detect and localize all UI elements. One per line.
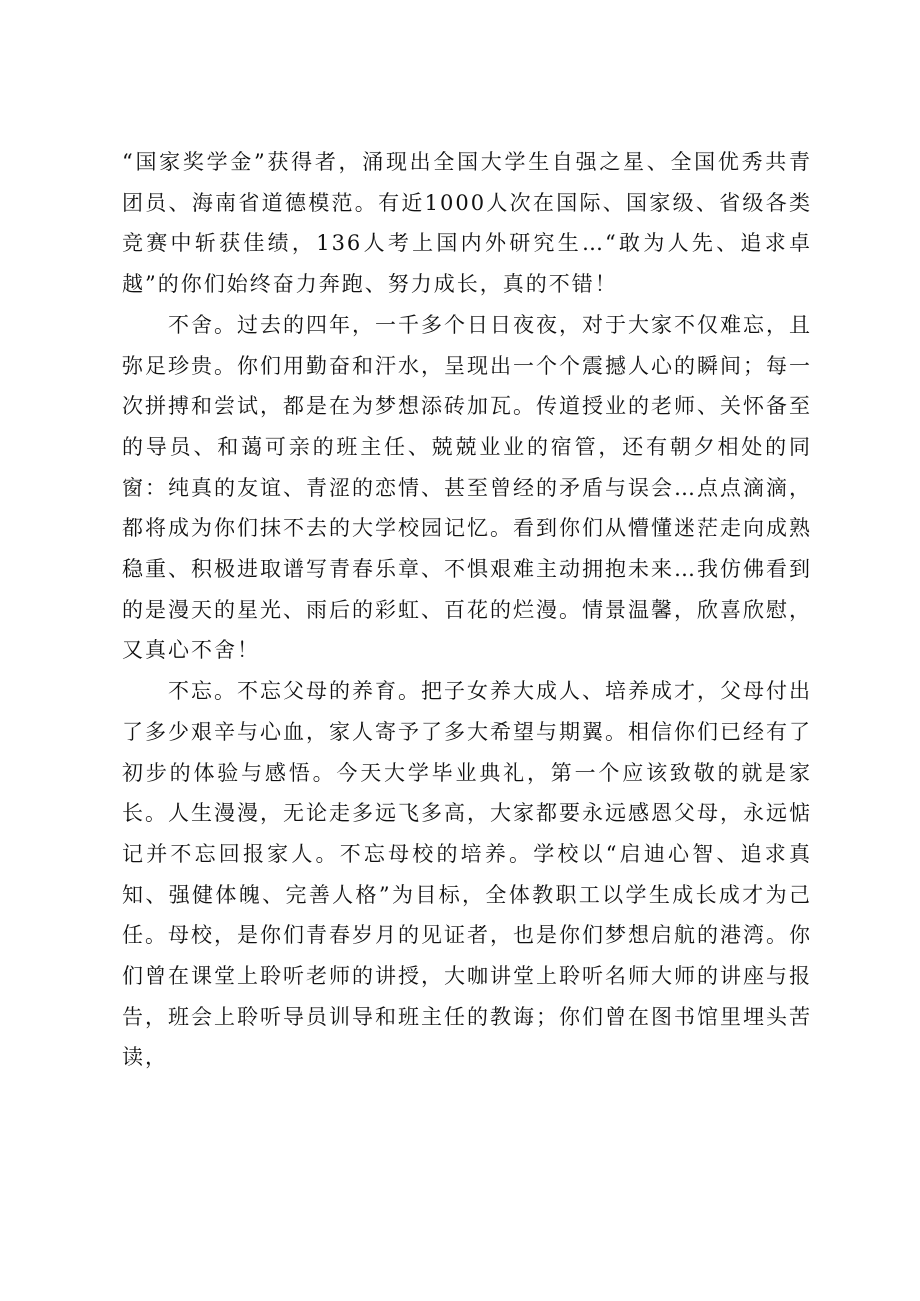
paragraph-2: 不舍。过去的四年，一千多个日日夜夜，对于大家不仅难忘，且弥足珍贵。你们用勤奋和汗水，呈现出一个个震撼人心的瞬间；每一次拼搏和尝试，都是在为梦想添砖加瓦。传道授业的老师、关怀备至的导员、和蔼可亲的班主任、兢兢业业的宿管，还有朝夕相处的同窗：纯真的友谊、青涩的恋情、甚至曾经的矛盾与误会…点点滴滴，都将成为你们抹不去的大学校园记忆。看到你们从懵懂迷茫走向成熟稳重、积极进取谱写青春乐章、不惧艰难主动拥抱未来…我仿佛看到的是漫天的星光、雨后的彩虹、百花的烂漫。情景温馨，欣喜欣慰，又真心不舍！ — [122, 312, 812, 663]
paragraph-3: 不忘。不忘父母的养育。把子女养大成人、培养成才，父母付出了多少艰辛与心血，家人寄予了多大希望与期翼。相信你们已经有了初步的体验与感悟。今天大学毕业典礼，第一个应该致敬的就是家长。人生漫漫，无论走多远飞多高，大家都要永远感恩父母，永远惦记并不忘回报家人。不忘母校的培养。学校以“启迪心智、追求真知、强健体魄、完善人格”为目标，全体教职工以学生成长成才为己任。母校，是你们青春岁月的见证者，也是你们梦想启航的港湾。你们曾在课堂上聆听老师的讲授，大咖讲堂上聆听名师大师的讲座与报告，班会上聆听导员训导和班主任的教诲；你们曾在图书馆里埋头苦读， — [122, 679, 812, 1070]
document-body — [122, 142, 812, 1078]
paragraph-1: “国家奖学金”获得者，涌现出全国大学生自强之星、全国优秀共青团员、海南省道德模范。有近1000人次在国际、国家级、省级各类竞赛中斩获佳绩，136人考上国内外研究生…“敢为人先、追求卓越”的你们始终奋力奔跑、努力成长，真的不错！ — [122, 150, 812, 297]
